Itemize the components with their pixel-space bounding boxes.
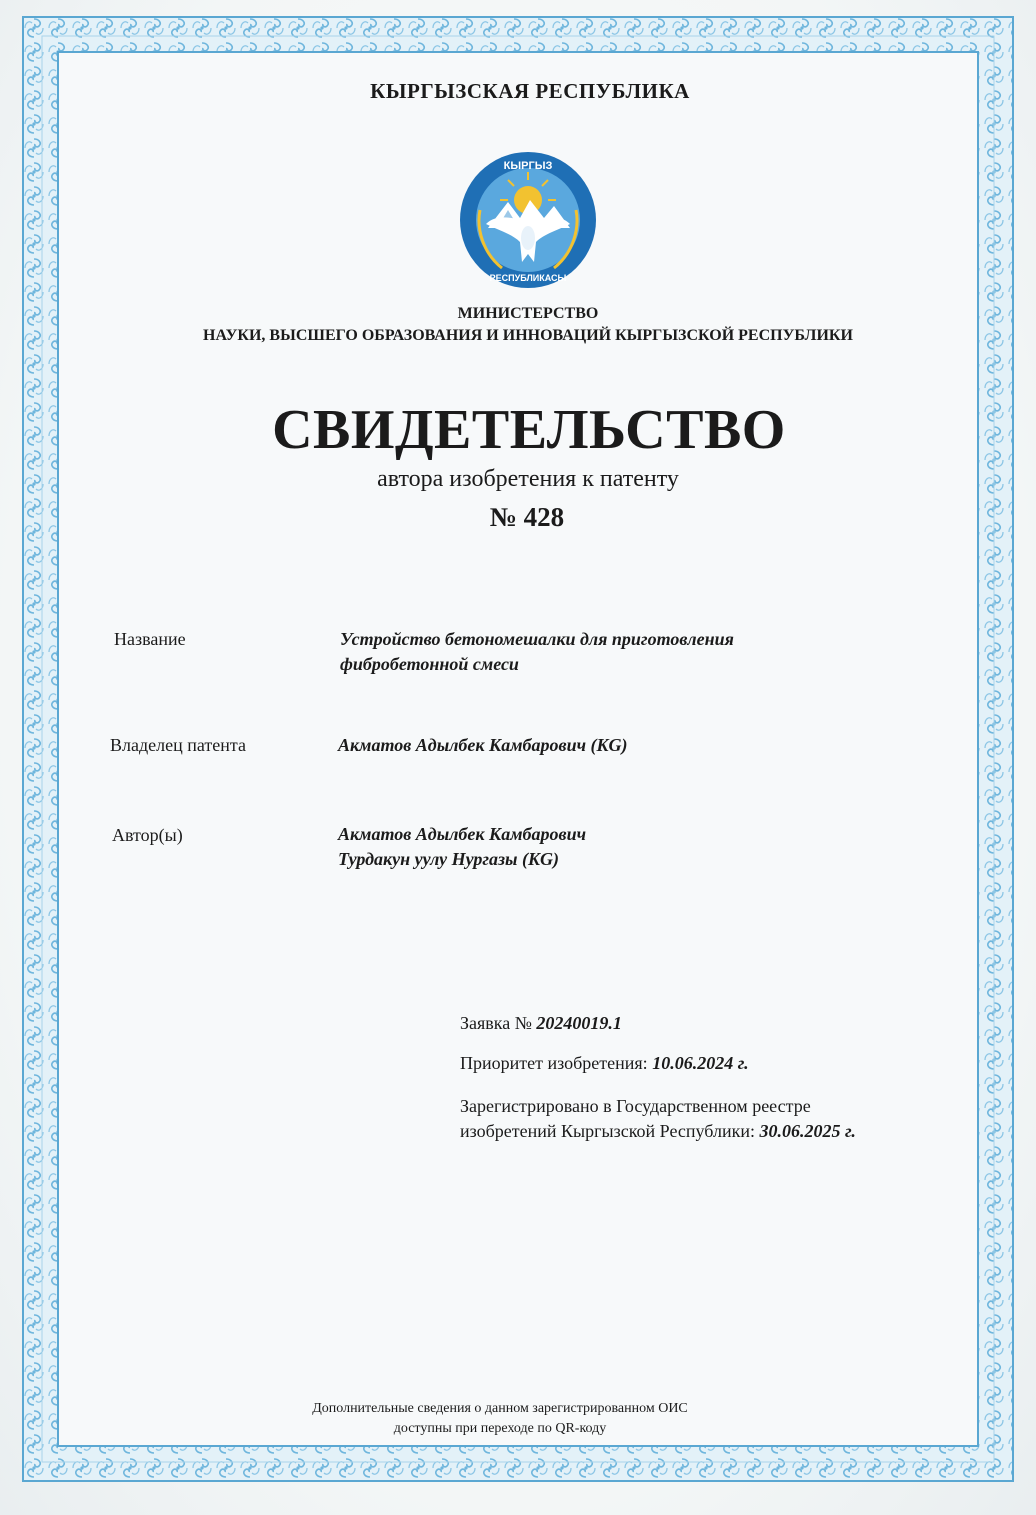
priority-value: 10.06.2024 г. — [652, 1053, 749, 1073]
footer-line2: доступны при переходе по QR-коду — [393, 1421, 607, 1436]
name-value-line1: Устройство бетономешалки для приготовления — [340, 629, 734, 649]
country-name: КЫРГЫЗСКАЯ РЕСПУБЛИКА — [370, 79, 690, 103]
name-value — [340, 627, 734, 677]
authors-label: Автор(ы) — [112, 825, 183, 845]
author-1: Акматов Адылбек Камбарович — [338, 824, 587, 844]
registration-info — [460, 1094, 856, 1144]
certificate-subtitle: автора изобретения к патенту — [377, 466, 679, 492]
priority-label: Приоритет изобретения: — [460, 1053, 653, 1073]
application-value: 20240019.1 — [536, 1013, 622, 1033]
authors-value — [338, 822, 586, 872]
state-emblem — [458, 150, 598, 290]
owner-name: Акматов Адылбек Камбарович (KG) — [338, 735, 628, 755]
priority-date — [460, 1051, 749, 1076]
registered-line2-label: изобретений Кыргызской Республики: — [460, 1121, 760, 1141]
ministry-line1: МИНИСТЕРСТВО — [457, 305, 599, 322]
patent-number: № 428 — [489, 502, 565, 532]
ministry-line2: НАУКИ, ВЫСШЕГО ОБРАЗОВАНИЯ И ИННОВАЦИЙ КЫРГЫЗСКОЙ РЕСПУБЛИКИ — [203, 327, 853, 344]
registered-value: 30.06.2025 г. — [759, 1121, 856, 1141]
name-value-line2: фибробетонной смеси — [340, 654, 519, 674]
owner-value — [338, 733, 628, 758]
owner-label: Владелец патента — [110, 735, 246, 755]
footer-line1: Дополнительные сведения о данном зарегистрированном ОИС — [312, 1401, 688, 1416]
application-label: Заявка № — [460, 1013, 537, 1033]
footer-note — [0, 1399, 1000, 1439]
emblem-top-text: КЫРГЫЗ — [503, 160, 553, 172]
application-number — [460, 1011, 622, 1036]
name-label: Название — [114, 629, 186, 649]
author-2: Турдакун уулу Нургазы (KG) — [338, 849, 560, 869]
emblem-bottom-text: РЕСПУБЛИКАСЫ — [489, 273, 567, 283]
certificate-title: СВИДЕТЕЛЬСТВО — [272, 399, 786, 461]
registered-line1: Зарегистрировано в Государственном реестре — [460, 1096, 811, 1116]
